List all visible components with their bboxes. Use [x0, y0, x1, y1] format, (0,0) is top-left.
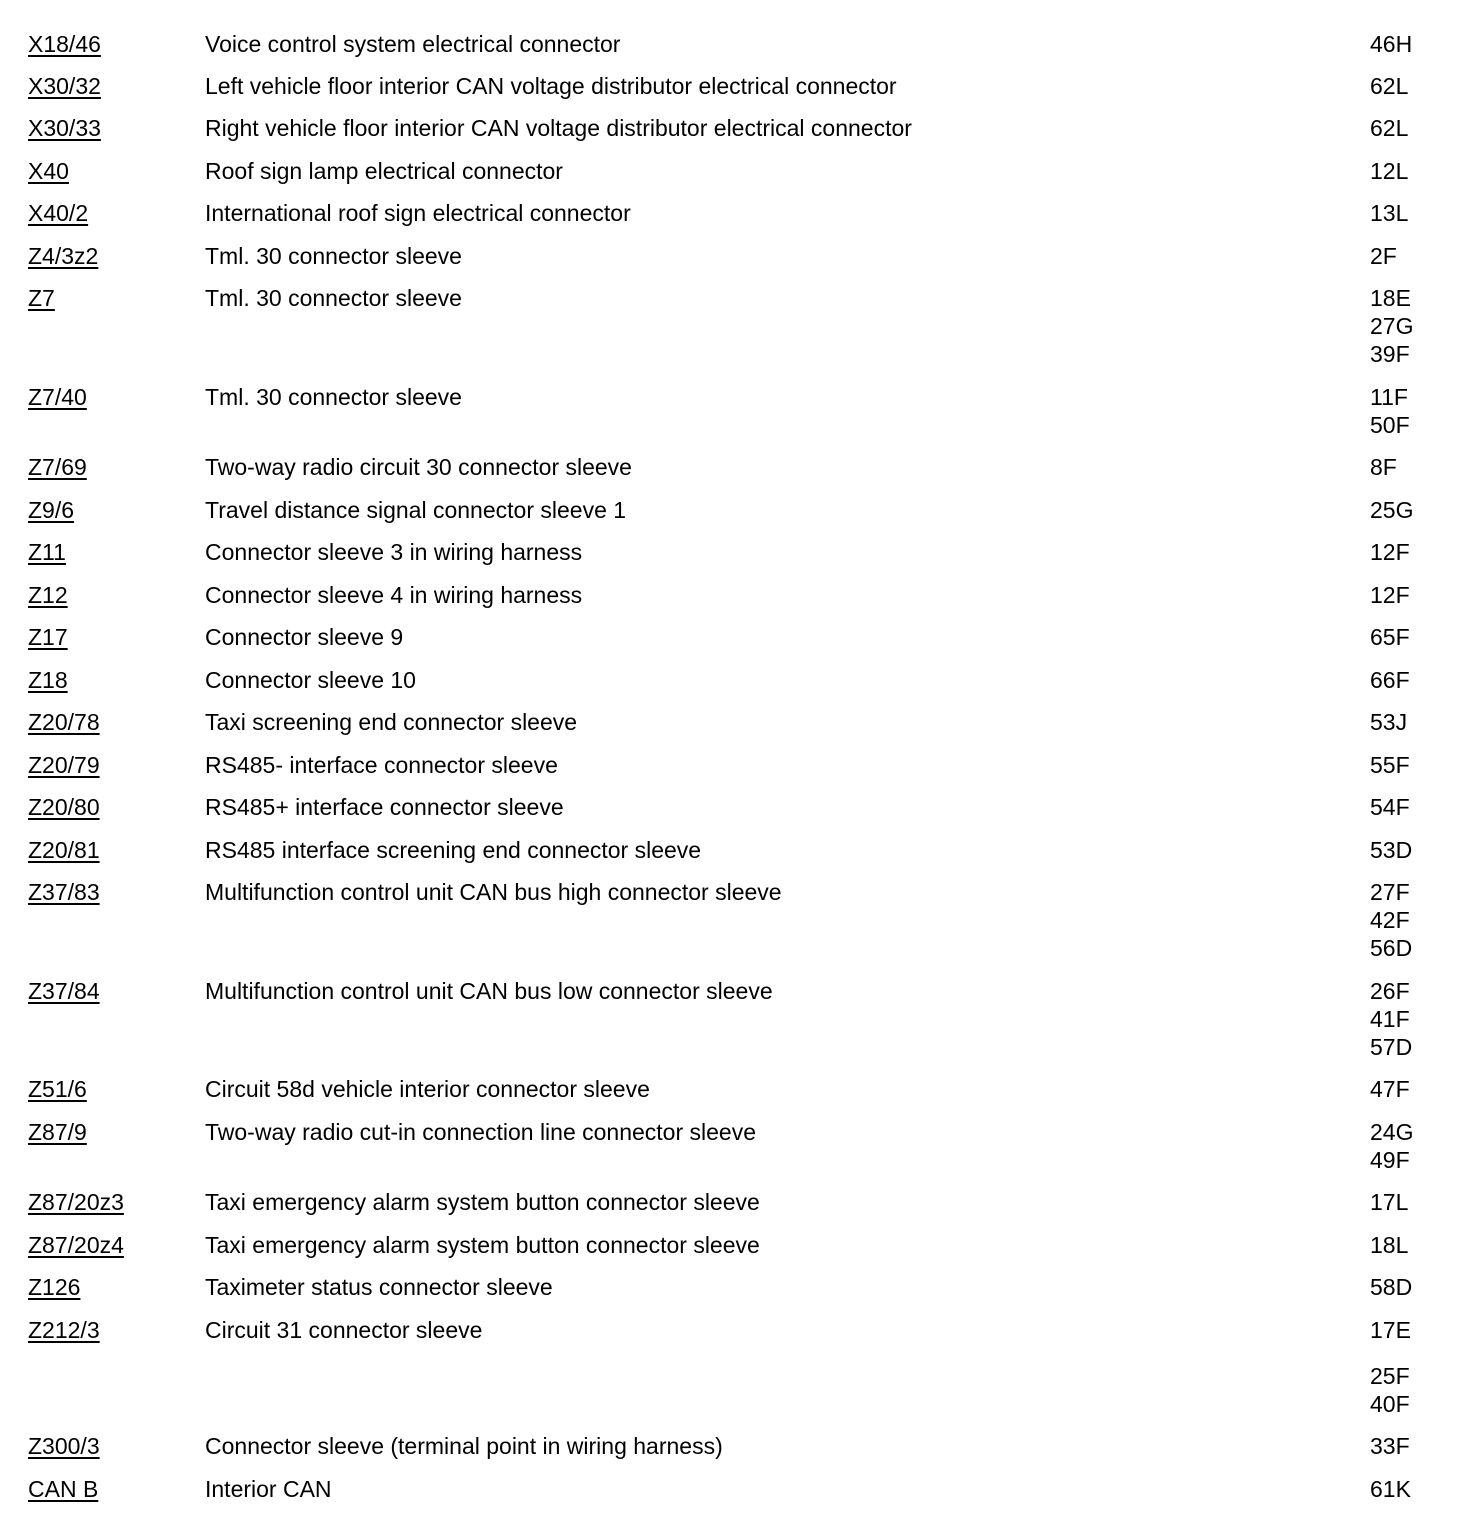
grid-reference: 33F	[1370, 1433, 1410, 1459]
component-description: Two-way radio cut-in connection line connector sleeve	[205, 1119, 757, 1145]
grid-reference-list	[1370, 1231, 1408, 1259]
grid-reference: 54F	[1370, 794, 1410, 820]
grid-reference-list	[1370, 1475, 1411, 1503]
component-description: Taximeter status connector sleeve	[205, 1274, 553, 1300]
grid-reference-list	[1370, 1075, 1410, 1103]
grid-reference-list	[1370, 1188, 1408, 1216]
grid-reference-list	[1370, 157, 1408, 185]
component-description: Two-way radio circuit 30 connector sleeve	[205, 454, 632, 480]
component-code-link[interactable]: Z11	[28, 539, 66, 565]
grid-reference-list	[1370, 383, 1410, 439]
grid-reference-list	[1370, 751, 1410, 779]
component-code-link[interactable]: Z20/78	[28, 709, 100, 735]
grid-reference-list	[1370, 878, 1412, 962]
component-code-link[interactable]: Z9/6	[28, 497, 75, 523]
grid-reference: 11F	[1370, 384, 1408, 410]
grid-reference: 57D	[1370, 1034, 1413, 1060]
component-code-link[interactable]: Z300/3	[28, 1433, 100, 1459]
component-description: Taxi emergency alarm system button connector sleeve	[205, 1189, 760, 1215]
grid-reference: 12L	[1370, 158, 1409, 184]
grid-reference-list	[1370, 1432, 1410, 1460]
grid-reference: 49F	[1370, 1147, 1410, 1173]
grid-reference-list	[1370, 1273, 1412, 1301]
component-code-link[interactable]: X40/2	[28, 200, 89, 226]
component-description: Travel distance signal connector sleeve 1	[205, 497, 627, 523]
component-code-link[interactable]: Z51/6	[28, 1076, 87, 1102]
component-description: Tml. 30 connector sleeve	[205, 285, 462, 311]
component-description: International roof sign electrical connector	[205, 200, 631, 226]
grid-reference: 62L	[1370, 73, 1409, 99]
component-description: Roof sign lamp electrical connector	[205, 158, 563, 184]
component-code-link[interactable]: Z17	[28, 624, 68, 650]
grid-reference: 18L	[1370, 1232, 1409, 1258]
grid-reference: 65F	[1370, 624, 1410, 650]
component-code-link[interactable]: Z87/20z4	[28, 1232, 124, 1258]
component-description: Connector sleeve 10	[205, 667, 416, 693]
grid-reference-list	[1370, 538, 1410, 566]
component-description: Voice control system electrical connector	[205, 31, 621, 57]
component-code-link[interactable]: Z37/83	[28, 879, 100, 905]
component-code-link[interactable]: Z7/69	[28, 454, 87, 480]
component-code-link[interactable]: Z87/9	[28, 1119, 87, 1145]
grid-reference: 41F	[1370, 1006, 1410, 1032]
component-code-link[interactable]: CAN B	[28, 1476, 99, 1502]
component-code-link[interactable]: X30/32	[28, 73, 101, 99]
grid-reference: 12F	[1370, 539, 1410, 565]
grid-reference: 2F	[1370, 243, 1397, 269]
grid-reference: 27G	[1370, 313, 1414, 339]
grid-reference: 53J	[1370, 709, 1408, 735]
component-description: Tml. 30 connector sleeve	[205, 384, 462, 410]
grid-reference-list	[1370, 72, 1408, 100]
component-code-link[interactable]: Z20/81	[28, 837, 100, 863]
grid-reference-list	[1370, 836, 1412, 864]
grid-reference-list	[1370, 284, 1413, 368]
component-description: Circuit 58d vehicle interior connector sleeve	[205, 1076, 650, 1102]
grid-reference: 26F	[1370, 978, 1410, 1004]
grid-reference: 62L	[1370, 115, 1409, 141]
component-code-link[interactable]: Z212/3	[28, 1317, 100, 1343]
component-code-link[interactable]: Z20/79	[28, 752, 100, 778]
component-code-link[interactable]: Z126	[28, 1274, 81, 1300]
grid-reference: 17E	[1370, 1317, 1411, 1343]
component-code-link[interactable]: X40	[28, 158, 69, 184]
grid-reference-list	[1370, 453, 1397, 481]
grid-reference: 27F	[1370, 879, 1410, 905]
component-description: Taxi screening end connector sleeve	[205, 709, 578, 735]
grid-reference: 50F	[1370, 412, 1410, 438]
grid-reference: 61K	[1370, 1476, 1411, 1502]
component-description: Multifunction control unit CAN bus high connector sleeve	[205, 879, 782, 905]
grid-reference: 17L	[1370, 1189, 1409, 1215]
grid-reference-list	[1370, 496, 1413, 524]
grid-reference: 53D	[1370, 837, 1413, 863]
component-code-link[interactable]: X18/46	[28, 31, 101, 57]
component-code-link[interactable]: Z20/80	[28, 794, 100, 820]
grid-reference-list	[1370, 623, 1410, 651]
grid-reference-list	[1370, 708, 1407, 736]
component-description: Multifunction control unit CAN bus low connector sleeve	[205, 978, 773, 1004]
component-description: Connector sleeve 9	[205, 624, 404, 650]
grid-reference: 13L	[1370, 200, 1409, 226]
grid-reference: 25F	[1370, 1363, 1410, 1389]
grid-reference: 66F	[1370, 667, 1410, 693]
grid-reference: 58D	[1370, 1274, 1413, 1300]
grid-reference: 47F	[1370, 1076, 1410, 1102]
grid-reference: 25G	[1370, 497, 1414, 523]
component-description: Interior CAN	[205, 1476, 332, 1502]
grid-reference-list	[1370, 581, 1410, 609]
component-description: Taxi emergency alarm system button connector sleeve	[205, 1232, 760, 1258]
component-code-link[interactable]: Z7/40	[28, 384, 87, 410]
component-code-link[interactable]: Z12	[28, 582, 68, 608]
component-description: RS485+ interface connector sleeve	[205, 794, 564, 820]
component-description: RS485 interface screening end connector sleeve	[205, 837, 702, 863]
component-description: Connector sleeve 3 in wiring harness	[205, 539, 583, 565]
component-description: Circuit 31 connector sleeve	[205, 1317, 483, 1343]
grid-reference-list	[1370, 114, 1408, 142]
grid-reference-list	[1370, 1316, 1411, 1418]
grid-reference: 8F	[1370, 454, 1397, 480]
component-description: Tml. 30 connector sleeve	[205, 243, 462, 269]
component-description: Connector sleeve (terminal point in wiring harness)	[205, 1433, 723, 1459]
component-code-link[interactable]: X30/33	[28, 115, 101, 141]
grid-reference: 18E	[1370, 285, 1411, 311]
grid-reference: 56D	[1370, 935, 1413, 961]
component-description: Right vehicle floor interior CAN voltage distributor electrical connector	[205, 115, 912, 141]
grid-reference-list	[1370, 666, 1410, 694]
grid-reference-list	[1370, 977, 1412, 1061]
component-code-link[interactable]: Z7	[28, 285, 55, 311]
grid-reference: 39F	[1370, 341, 1410, 367]
grid-reference: 42F	[1370, 907, 1410, 933]
component-code-link[interactable]: Z87/20z3	[28, 1189, 124, 1215]
component-description: RS485- interface connector sleeve	[205, 752, 558, 778]
grid-reference-list	[1370, 793, 1410, 821]
grid-reference: 12F	[1370, 582, 1410, 608]
grid-reference-list	[1370, 30, 1412, 58]
grid-reference-list	[1370, 242, 1397, 270]
grid-reference: 24G	[1370, 1119, 1414, 1145]
component-description: Left vehicle floor interior CAN voltage distributor electrical connector	[205, 73, 897, 99]
component-code-link[interactable]: Z18	[28, 667, 68, 693]
grid-reference: 55F	[1370, 752, 1410, 778]
component-code-link[interactable]: Z37/84	[28, 978, 100, 1004]
grid-reference-list	[1370, 1118, 1413, 1174]
grid-reference: 40F	[1370, 1391, 1410, 1417]
component-description: Connector sleeve 4 in wiring harness	[205, 582, 583, 608]
grid-reference-list	[1370, 199, 1408, 227]
grid-reference: 46H	[1370, 31, 1413, 57]
component-code-link[interactable]: Z4/3z2	[28, 243, 99, 269]
